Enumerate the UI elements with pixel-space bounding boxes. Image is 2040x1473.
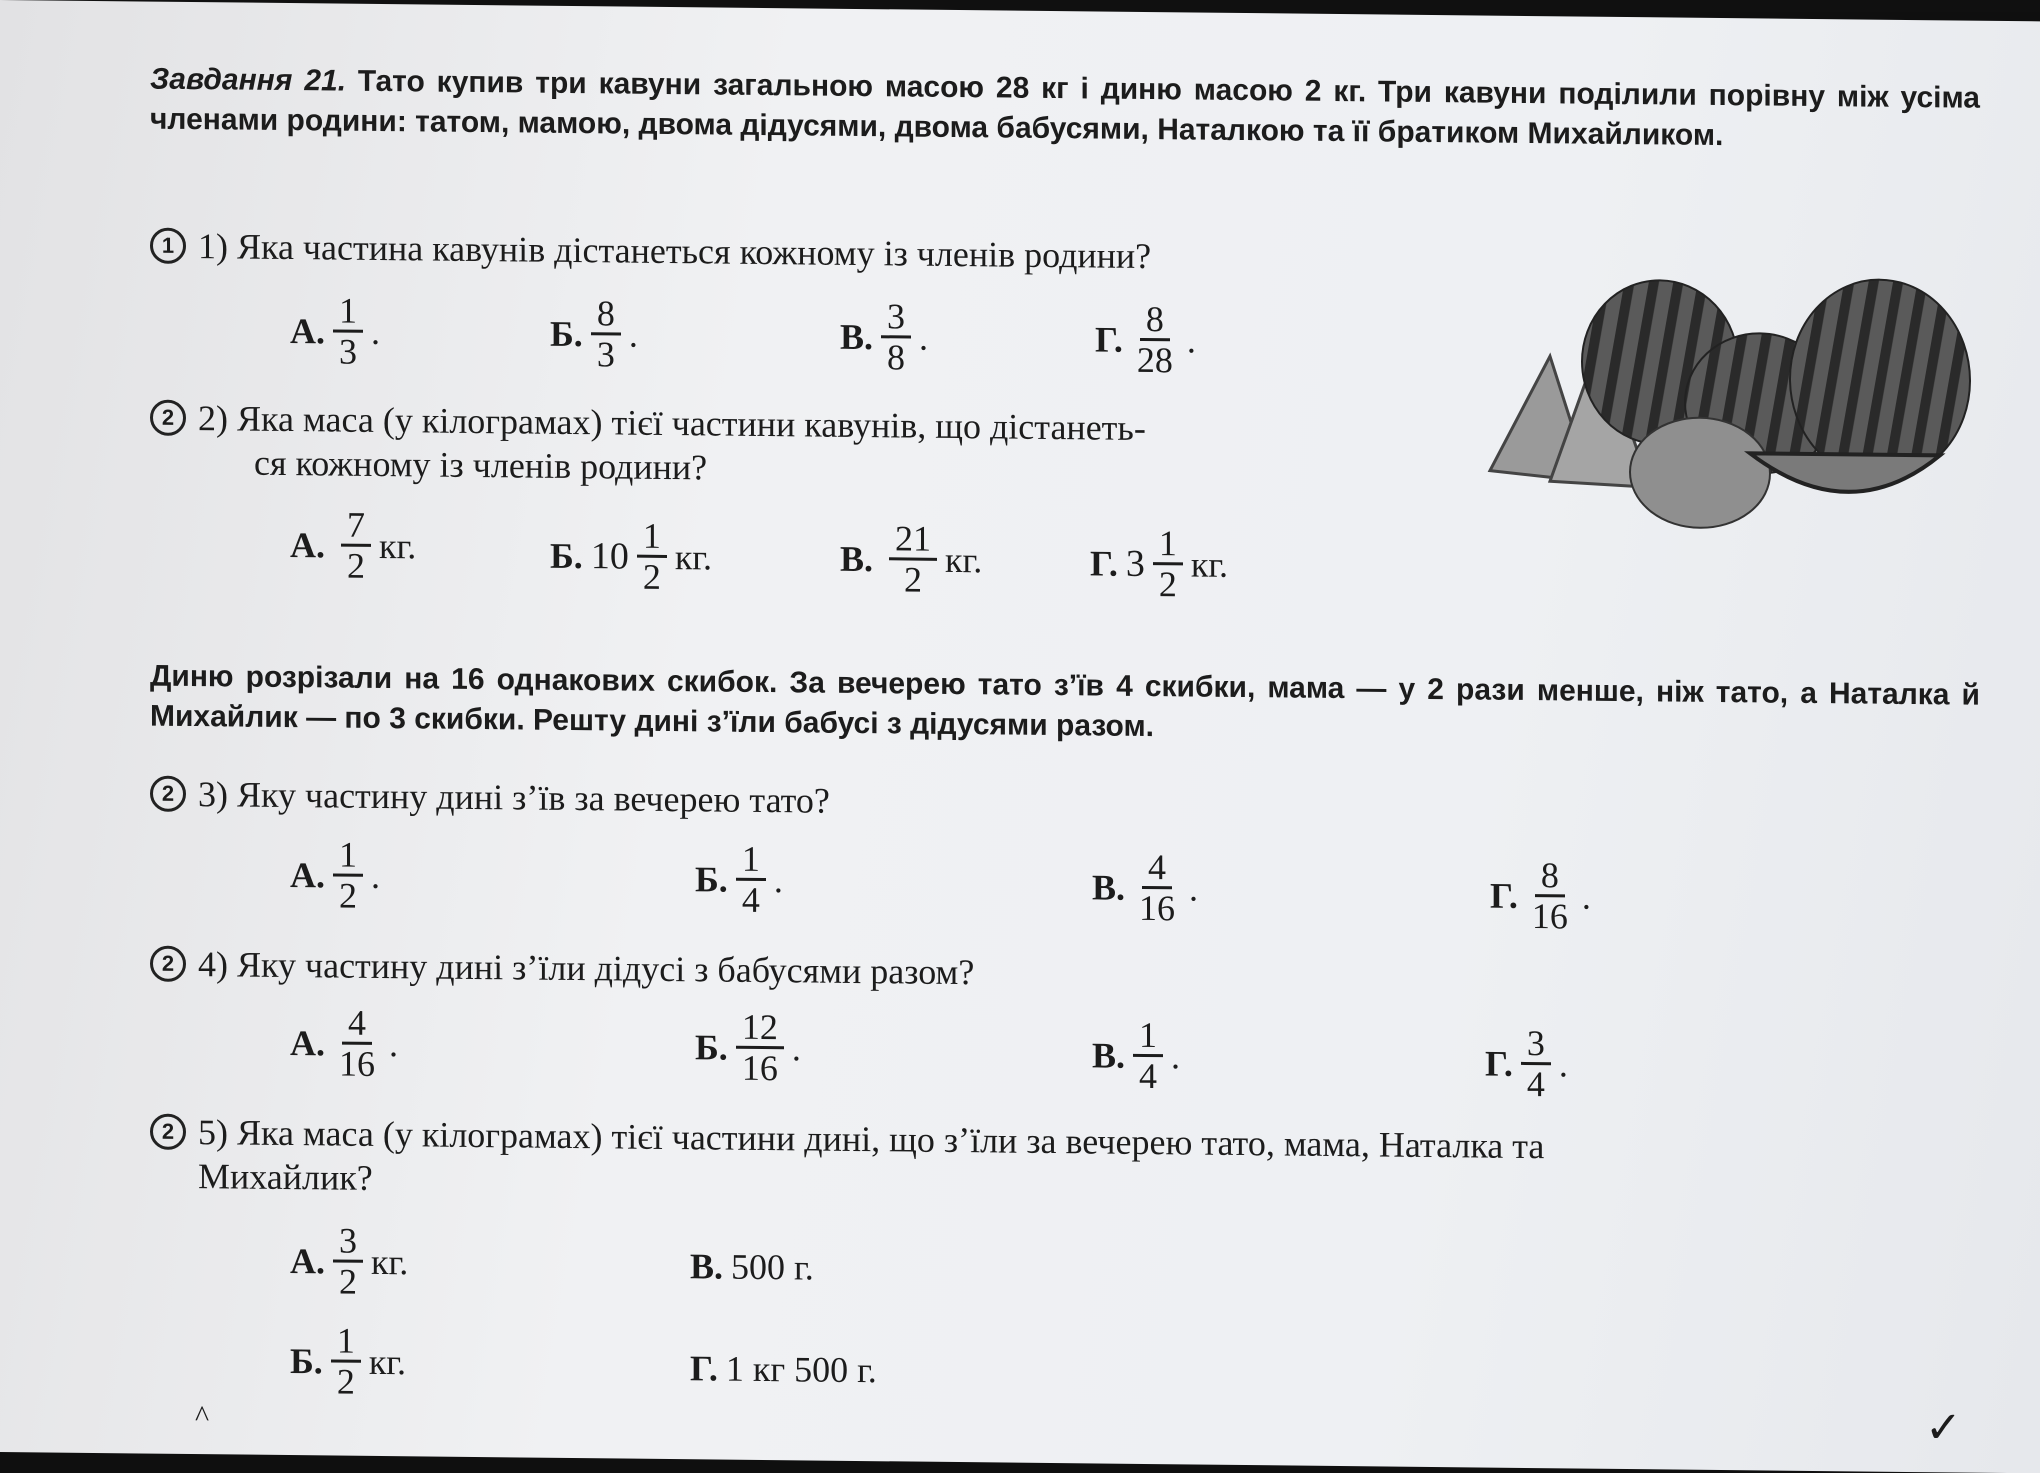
melon-intro-text: Диню розрізали на 16 однакових скибок. За вечерею тато з’їв 4 скибки, мама — у 2 рази менше, ніж тато, а Наталка й Михайлик — по 3 скибки. Решту дині з’їли бабусі з дідусями разом. bbox=[150, 659, 1980, 744]
question-5 bbox=[150, 1110, 1544, 1213]
q5-option-a[interactable]: А. $\frac{3}{2}$ кг. bbox=[290, 1220, 409, 1302]
task-intro bbox=[150, 60, 1980, 159]
difficulty-badge: 1 bbox=[150, 228, 186, 264]
question-text: 4) Яку частину дині з’їли дідусі з бабусями разом? bbox=[198, 944, 975, 993]
pen-check-mark: ✓ bbox=[1925, 1402, 1962, 1454]
q5-option-g[interactable]: Г. 1 кг 500 г. bbox=[690, 1348, 877, 1391]
difficulty-badge: 2 bbox=[150, 946, 186, 982]
question-text-line2: Михайлик? bbox=[198, 1156, 373, 1198]
q1-option-g[interactable]: Г. $\frac{8}{28}$ . bbox=[1095, 298, 1196, 381]
difficulty-badge: 2 bbox=[150, 400, 186, 436]
q5-option-b[interactable]: Б. $\frac{1}{2}$ кг. bbox=[290, 1320, 407, 1402]
q1-option-v[interactable]: В. $\frac{3}{8}$ . bbox=[840, 296, 929, 378]
fraction: $\frac{3}{8}$ bbox=[881, 297, 911, 376]
fraction: $\frac{1}{3}$ bbox=[333, 291, 363, 370]
fraction: $\frac{4}{16}$ bbox=[339, 1002, 375, 1084]
fraction: $\frac{4}{16}$ bbox=[1139, 847, 1176, 929]
fraction: $\frac{3}{4}$ bbox=[1521, 1024, 1551, 1103]
difficulty-badge: 2 bbox=[150, 1114, 186, 1150]
melon-intro bbox=[150, 657, 1980, 756]
fraction: $\frac{7}{2}$ bbox=[341, 506, 371, 585]
difficulty-badge: 2 bbox=[150, 776, 186, 812]
corner-mark: ^ bbox=[195, 1400, 210, 1434]
q3-option-v[interactable]: В. $\frac{4}{16}$ . bbox=[1092, 847, 1199, 929]
fraction: $\frac{3}{2}$ bbox=[333, 1221, 363, 1300]
watermelons-and-melon-image bbox=[1480, 270, 1980, 540]
question-2 bbox=[150, 396, 1146, 494]
question-text-line1: 2) Яка маса (у кілограмах) тієї частини кавунів, що дістанеть- bbox=[198, 398, 1146, 448]
q2-option-a[interactable]: А. $\frac{7}{2}$ кг. bbox=[290, 504, 417, 586]
question-4 bbox=[150, 942, 974, 995]
q2-option-v[interactable]: В. $\frac{21}{2}$ кг. bbox=[840, 518, 983, 600]
q1-option-b[interactable]: Б. $\frac{8}{3}$ . bbox=[550, 293, 638, 375]
task-text: Тато купив три кавуни загальною масою 28 кг і диню масою 2 кг. Три кавуни поділили порівну між усіма членами родини: татом, мамою, двома дідусями, двома бабусями, Наталкою та її братиком Михайликом. bbox=[150, 64, 1980, 153]
q4-option-v[interactable]: В. $\frac{1}{4}$ . bbox=[1092, 1014, 1181, 1097]
question-text: 3) Яку частину дині з’їв за вечерею тато? bbox=[198, 774, 830, 821]
q4-option-g[interactable]: Г. $\frac{3}{4}$ . bbox=[1485, 1022, 1568, 1105]
fraction: $\frac{1}{2}$ bbox=[637, 517, 667, 596]
task-label: Завдання 21. bbox=[150, 62, 347, 98]
question-text: 1) Яка частина кавунів дістанеться кожному із членів родини? bbox=[198, 226, 1152, 277]
fraction: $\frac{1}{2}$ bbox=[333, 835, 363, 914]
fraction: $\frac{8}{16}$ bbox=[1531, 855, 1568, 937]
fraction: $\frac{12}{16}$ bbox=[736, 1008, 784, 1088]
q3-option-a[interactable]: А. $\frac{1}{2}$ . bbox=[290, 834, 380, 916]
q5-option-v[interactable]: В. 500 г. bbox=[690, 1246, 814, 1288]
fraction: $\frac{8}{28}$ bbox=[1136, 298, 1173, 381]
fraction: $\frac{8}{3}$ bbox=[591, 294, 621, 373]
fraction: $\frac{21}{2}$ bbox=[889, 519, 937, 599]
q3-option-g[interactable]: Г. $\frac{8}{16}$ . bbox=[1490, 855, 1591, 937]
q4-option-a[interactable]: А. $\frac{4}{16}$ . bbox=[290, 1002, 398, 1084]
q1-option-a[interactable]: А. $\frac{1}{3}$ . bbox=[290, 290, 380, 372]
fraction: $\frac{1}{4}$ bbox=[1133, 1016, 1163, 1095]
q2-option-g[interactable]: Г. 3 $\frac{1}{2}$ кг. bbox=[1090, 523, 1229, 605]
fraction: $\frac{1}{2}$ bbox=[1153, 524, 1183, 603]
question-text-line2: ся кожному із членів родини? bbox=[254, 442, 708, 488]
question-text-line1: 5) Яка маса (у кілограмах) тієї частини дині, що з’їли за вечерею тато, мама, Наталка та bbox=[198, 1112, 1545, 1167]
question-1 bbox=[150, 224, 1151, 278]
question-3 bbox=[150, 772, 830, 823]
fraction: $\frac{1}{4}$ bbox=[736, 840, 766, 919]
q4-option-b[interactable]: Б. $\frac{12}{16}$ . bbox=[695, 1006, 801, 1089]
fraction: $\frac{1}{2}$ bbox=[331, 1321, 361, 1400]
q3-option-b[interactable]: Б. $\frac{1}{4}$ . bbox=[695, 838, 783, 920]
q2-option-b[interactable]: Б. 10 $\frac{1}{2}$ кг. bbox=[550, 515, 713, 597]
